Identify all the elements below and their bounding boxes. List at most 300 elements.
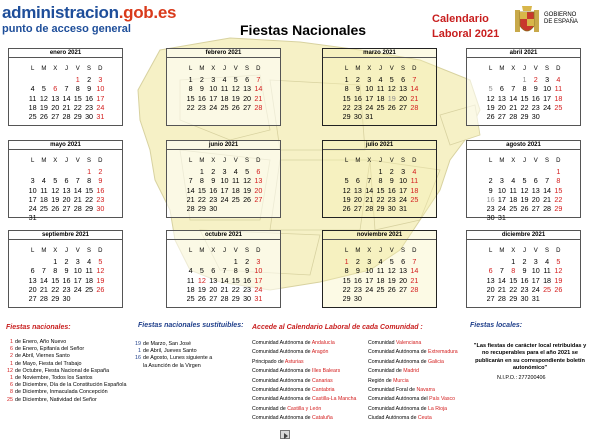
week-row <box>323 285 436 294</box>
community-name[interactable]: Canarias <box>312 377 333 384</box>
week-row <box>467 204 580 213</box>
weekday-label: X <box>367 248 372 254</box>
day-cell: 16 <box>353 93 362 103</box>
community-name[interactable]: Illes Balears <box>312 368 341 375</box>
community-name[interactable]: Aragón <box>311 349 329 356</box>
day-cell: 23 <box>209 194 218 204</box>
community-name[interactable]: Cantabria <box>312 387 335 394</box>
day-cell: 16 <box>243 275 252 285</box>
day-cell: 3 <box>367 75 372 84</box>
week-row <box>323 186 436 195</box>
week-row <box>467 195 580 204</box>
day-cell: 12 <box>387 84 396 94</box>
day-cell: 11 <box>186 275 195 285</box>
holiday-day: 2 <box>10 353 13 360</box>
day-cell: 27 <box>531 204 540 214</box>
day-cell: 29 <box>342 112 351 122</box>
day-cell: 18 <box>554 93 563 103</box>
day-cell <box>352 167 363 176</box>
holiday-item <box>4 361 126 368</box>
community-link[interactable] <box>252 339 356 348</box>
day-cell: 28 <box>39 294 48 304</box>
community-prefix: Comunidad de <box>252 405 288 412</box>
day-cell: 22 <box>554 194 563 204</box>
day-cell: 28 <box>410 284 419 294</box>
day-cell <box>27 257 38 266</box>
weekday-label: D <box>556 248 561 254</box>
community-prefix: Comunidad <box>368 340 396 346</box>
day-cell: 29 <box>520 112 529 122</box>
week-row <box>323 276 436 285</box>
week-row <box>9 112 122 121</box>
weekday-label: J <box>222 158 226 164</box>
weekday-label: J <box>378 66 382 72</box>
day-cell: 29 <box>51 294 60 304</box>
day-cell: 7 <box>511 84 516 94</box>
week-row <box>467 94 580 103</box>
community-link[interactable] <box>368 367 458 376</box>
month-name: enero 2021 <box>9 49 122 58</box>
day-cell: 12 <box>554 266 563 276</box>
day-cell: 16 <box>197 93 206 103</box>
weekday-label: L <box>188 158 193 164</box>
day-cell: 19 <box>554 275 563 285</box>
holiday-text: la Asunción de la Virgen <box>143 362 201 369</box>
day-cell: 11 <box>232 176 240 186</box>
national-holidays-list <box>4 339 126 404</box>
holiday-text: de Marzo, San José <box>143 341 191 347</box>
day-cell: 13 <box>62 185 71 195</box>
day-cell: 4 <box>188 266 193 276</box>
day-cell: 11 <box>543 266 551 276</box>
holiday-text: de Mayo, Fiesta del Trabajo <box>15 360 82 367</box>
day-cell: 7 <box>188 176 193 186</box>
day-cell: 15 <box>520 93 529 103</box>
day-cell: 6 <box>533 176 538 186</box>
day-cell: 4 <box>87 257 92 266</box>
weekday-label: L <box>488 66 493 72</box>
holiday-text: de Diciembre, Inmaculada Concepción <box>15 389 108 396</box>
day-cell <box>208 257 219 266</box>
community-link[interactable] <box>368 377 458 386</box>
day-cell: 12 <box>197 275 206 285</box>
coat-of-arms-icon <box>514 6 540 38</box>
day-cell: 14 <box>254 84 263 94</box>
weekday-label: V <box>533 158 538 164</box>
week-row <box>167 294 280 303</box>
week-row <box>167 84 280 93</box>
day-cell: 24 <box>73 284 82 294</box>
holiday-text: de Enero, Año Nuevo <box>15 339 67 345</box>
day-cell: 18 <box>220 93 229 103</box>
day-cell: 5 <box>522 176 527 186</box>
day-cell: 23 <box>531 102 540 112</box>
holiday-day: 25 <box>7 396 13 403</box>
day-cell: 31 <box>365 112 374 122</box>
week-row <box>167 204 280 213</box>
week-row <box>167 94 280 103</box>
week-row <box>323 257 436 266</box>
week-row <box>467 276 580 285</box>
day-cell: 25 <box>186 294 195 304</box>
day-cell <box>530 167 541 176</box>
weekday-label: X <box>511 158 516 164</box>
day-cell: 18 <box>85 275 94 285</box>
day-cell: 11 <box>376 84 385 94</box>
day-cell: 2 <box>199 75 204 84</box>
day-cell: 26 <box>520 204 529 214</box>
community-link[interactable] <box>252 367 356 376</box>
day-cell <box>409 112 420 121</box>
community-prefix: Comunidad Autónoma de <box>252 377 312 384</box>
day-cell <box>541 213 552 222</box>
day-cell: 19 <box>387 275 396 285</box>
community-name[interactable]: Ceuta <box>417 415 432 422</box>
day-cell: 1 <box>188 75 193 84</box>
day-cell: 17 <box>96 93 105 103</box>
day-cell: 15 <box>231 275 240 285</box>
day-cell: 10 <box>209 84 218 94</box>
week-row <box>323 75 436 84</box>
day-cell: 14 <box>365 185 374 195</box>
day-cell: 9 <box>389 176 394 186</box>
day-cell: 16 <box>96 185 105 195</box>
communities-column-1 <box>252 339 356 424</box>
day-cell: 18 <box>39 194 48 204</box>
day-cell: 2 <box>87 75 92 84</box>
week-row <box>167 266 280 275</box>
weekday-header <box>9 155 122 167</box>
community-name[interactable]: La Rioja <box>428 405 448 412</box>
day-cell: 7 <box>545 176 550 186</box>
day-cell: 4 <box>233 167 238 176</box>
day-cell: 10 <box>28 185 37 195</box>
month-calendar <box>166 140 281 218</box>
weekday-label: X <box>211 158 216 164</box>
day-cell: 30 <box>353 112 362 122</box>
community-link[interactable] <box>252 348 356 357</box>
day-cell: 30 <box>96 204 105 214</box>
day-cell: 6 <box>30 266 35 276</box>
day-cell: 22 <box>85 194 94 204</box>
holiday-text: de Diciembre, Natividad del Señor <box>15 396 97 403</box>
day-cell: 13 <box>486 275 495 285</box>
community-name[interactable]: Valenciana <box>395 340 422 346</box>
day-cell: 30 <box>531 112 540 122</box>
day-cell <box>219 204 230 213</box>
day-cell: 9 <box>211 176 216 186</box>
day-cell: 27 <box>353 204 362 214</box>
weekday-header <box>167 63 280 75</box>
day-cell: 13 <box>209 275 218 285</box>
day-cell: 23 <box>486 204 495 214</box>
day-cell: 15 <box>85 185 94 195</box>
day-cell: 28 <box>62 112 71 122</box>
day-cell: 15 <box>51 275 60 285</box>
day-cell: 1 <box>87 167 92 176</box>
day-cell: 4 <box>378 257 383 266</box>
day-cell: 23 <box>520 284 529 294</box>
day-cell: 25 <box>28 112 37 122</box>
day-cell: 22 <box>520 102 529 112</box>
day-cell <box>219 257 230 266</box>
day-cell: 13 <box>497 93 506 103</box>
community-link[interactable] <box>368 339 458 348</box>
weekday-label: V <box>389 248 394 254</box>
day-cell: 1 <box>556 167 561 176</box>
weekday-label: J <box>222 248 226 254</box>
day-cell <box>50 75 61 84</box>
day-cell: 12 <box>243 176 252 186</box>
day-cell: 30 <box>486 213 495 223</box>
weekday-label: V <box>389 66 394 72</box>
community-name[interactable]: Murcia <box>393 377 409 384</box>
day-cell <box>364 167 375 176</box>
community-link[interactable] <box>368 348 458 357</box>
day-cell: 10 <box>399 176 408 186</box>
day-cell: 16 <box>85 93 94 103</box>
day-cell <box>83 213 94 222</box>
day-cell: 2 <box>355 257 360 266</box>
day-cell: 19 <box>39 102 48 112</box>
community-name[interactable]: Andalucía <box>311 340 335 346</box>
weekday-label: J <box>378 158 382 164</box>
weekday-label: X <box>53 66 58 72</box>
day-cell: 26 <box>231 102 240 112</box>
day-cell: 9 <box>355 84 360 94</box>
day-cell: 25 <box>85 284 94 294</box>
day-cell: 22 <box>509 284 518 294</box>
day-cell: 15 <box>342 93 351 103</box>
day-cell: 4 <box>378 75 383 84</box>
week-row <box>467 75 580 84</box>
day-cell: 31 <box>96 112 105 122</box>
day-cell: 14 <box>497 275 506 285</box>
community-link[interactable] <box>252 377 356 386</box>
day-cell: 23 <box>353 102 362 112</box>
week-row <box>467 186 580 195</box>
day-cell: 25 <box>220 102 229 112</box>
local-holidays-note: "Las fiestas de carácter local retribuidas y no recuperables para el año 2021 se publicarán en su correspondiente boletín autonómico" <box>473 343 587 372</box>
month-calendar <box>166 230 281 308</box>
weekday-label: S <box>401 248 406 254</box>
weekday-label: S <box>87 158 92 164</box>
weekday-label: L <box>344 66 349 72</box>
community-link[interactable] <box>368 386 458 395</box>
community-link[interactable] <box>252 395 356 404</box>
day-cell: 24 <box>365 102 374 112</box>
holiday-item <box>132 355 212 362</box>
day-cell: 16 <box>387 185 396 195</box>
community-prefix: Comunidad de <box>368 368 404 375</box>
day-cell: 13 <box>254 176 263 186</box>
weekday-label: L <box>30 248 35 254</box>
weekday-label: J <box>522 248 526 254</box>
community-link[interactable] <box>368 405 458 414</box>
day-cell: 20 <box>399 93 408 103</box>
day-cell: 27 <box>243 102 252 112</box>
communities-column-2 <box>368 339 458 424</box>
day-cell: 28 <box>410 102 419 112</box>
community-name[interactable]: Castilla-La Mancha <box>312 396 357 403</box>
day-cell: 3 <box>367 257 372 266</box>
month-calendar <box>8 48 123 126</box>
weekday-label: M <box>499 158 505 164</box>
day-cell: 11 <box>554 84 563 94</box>
community-link[interactable] <box>368 358 458 367</box>
day-cell: 3 <box>401 167 406 176</box>
weekday-label: X <box>211 66 216 72</box>
day-cell: 31 <box>531 294 540 304</box>
community-name[interactable]: País Vasco <box>429 396 455 403</box>
community-link[interactable] <box>252 386 356 395</box>
day-cell: 19 <box>51 194 60 204</box>
day-cell: 12 <box>39 93 48 103</box>
holiday-item <box>132 348 212 355</box>
community-name[interactable]: Navarra <box>416 387 435 394</box>
holiday-day: 16 <box>135 355 141 362</box>
day-cell: 2 <box>245 257 250 266</box>
day-cell: 21 <box>220 284 229 294</box>
weekday-label: S <box>245 66 250 72</box>
holiday-item <box>4 375 126 382</box>
weekday-label: M <box>355 66 361 72</box>
community-link[interactable] <box>252 414 356 423</box>
month-calendar <box>322 48 437 126</box>
weekday-label: D <box>256 66 261 72</box>
holiday-day: 6 <box>10 382 13 389</box>
day-cell: 18 <box>28 102 37 112</box>
day-cell: 11 <box>40 185 48 195</box>
holiday-item <box>4 353 126 360</box>
week-row <box>167 285 280 294</box>
day-cell: 13 <box>243 84 252 94</box>
day-cell: 5 <box>245 167 250 176</box>
day-cell: 12 <box>342 185 351 195</box>
week-row <box>467 294 580 303</box>
community-name[interactable]: Castilla y León <box>287 405 322 412</box>
holiday-day: 8 <box>10 389 13 396</box>
community-name[interactable]: Madrid <box>403 368 420 375</box>
community-name[interactable]: Galicia <box>428 358 444 365</box>
holiday-day: 19 <box>135 341 141 347</box>
community-prefix: Comunidad Autónoma del <box>368 396 430 403</box>
day-cell: 18 <box>186 284 195 294</box>
day-cell: 22 <box>197 194 206 204</box>
day-cell <box>341 167 352 176</box>
day-cell: 4 <box>412 167 417 176</box>
holiday-day: 1 <box>10 360 13 367</box>
week-row <box>9 266 122 275</box>
week-row <box>9 75 122 84</box>
month-calendar <box>166 48 281 126</box>
day-cell: 21 <box>73 194 82 204</box>
community-link[interactable] <box>252 405 356 414</box>
day-cell: 16 <box>520 275 529 285</box>
weekday-label: M <box>199 158 205 164</box>
day-cell: 7 <box>256 75 261 84</box>
community-prefix: Región de <box>368 377 394 384</box>
week-row <box>467 266 580 275</box>
community-link[interactable] <box>252 358 356 367</box>
day-cell: 24 <box>254 284 263 294</box>
day-cell <box>485 75 496 84</box>
day-cell: 26 <box>243 194 252 204</box>
day-cell: 15 <box>186 93 195 103</box>
day-cell: 19 <box>197 284 206 294</box>
day-cell <box>196 257 207 266</box>
day-cell: 26 <box>39 112 48 122</box>
community-name[interactable]: Cataluña <box>312 415 333 422</box>
community-link[interactable] <box>368 414 458 423</box>
next-page-button[interactable] <box>280 430 290 439</box>
community-prefix: Comunidad Autónoma de <box>368 358 428 365</box>
weekday-label: V <box>533 248 538 254</box>
day-cell: 14 <box>73 185 82 195</box>
weekday-label: L <box>488 248 493 254</box>
day-cell: 1 <box>233 257 238 266</box>
community-name[interactable]: Extremadura <box>428 349 458 356</box>
day-cell: 22 <box>376 194 385 204</box>
day-cell: 9 <box>199 84 204 94</box>
day-cell: 10 <box>96 84 105 94</box>
day-cell: 28 <box>254 102 263 112</box>
day-cell: 3 <box>533 257 538 266</box>
community-name[interactable]: Asturias <box>284 358 304 365</box>
logo-title: administracion.gob.es <box>2 3 177 22</box>
weekday-label: S <box>545 158 550 164</box>
day-cell: 9 <box>64 266 69 276</box>
day-cell: 28 <box>365 204 374 214</box>
weekday-label: D <box>556 158 561 164</box>
day-cell: 25 <box>554 102 563 112</box>
month-calendar <box>466 140 581 223</box>
day-cell <box>508 75 519 84</box>
month-calendar <box>466 230 581 308</box>
day-cell: 13 <box>28 275 37 285</box>
weekday-header <box>9 63 122 75</box>
day-cell: 21 <box>62 102 71 112</box>
day-cell <box>397 294 408 303</box>
day-cell: 26 <box>554 284 563 294</box>
day-cell <box>95 213 106 222</box>
weekday-label: S <box>87 248 92 254</box>
day-cell: 10 <box>531 266 540 276</box>
week-row <box>9 103 122 112</box>
day-cell: 9 <box>488 185 493 195</box>
day-cell <box>38 167 49 176</box>
holiday-text: de Diciembre, Día de la Constitución Española <box>15 382 127 389</box>
day-cell: 27 <box>209 294 218 304</box>
day-cell: 23 <box>197 102 206 112</box>
day-cell <box>553 213 564 222</box>
day-cell <box>364 294 375 303</box>
day-cell <box>253 204 264 213</box>
day-cell: 13 <box>51 93 60 103</box>
community-link[interactable] <box>368 395 458 404</box>
day-cell: 14 <box>543 185 552 195</box>
day-cell: 8 <box>522 84 527 94</box>
month-calendar <box>8 230 123 308</box>
day-cell: 11 <box>85 266 93 276</box>
day-cell: 11 <box>376 266 385 276</box>
day-cell: 12 <box>520 185 529 195</box>
day-cell: 5 <box>233 75 238 84</box>
day-cell: 6 <box>401 257 406 266</box>
community-prefix: Principado de <box>252 358 285 365</box>
administracion-logo[interactable] <box>2 3 177 42</box>
day-cell: 30 <box>353 294 362 304</box>
